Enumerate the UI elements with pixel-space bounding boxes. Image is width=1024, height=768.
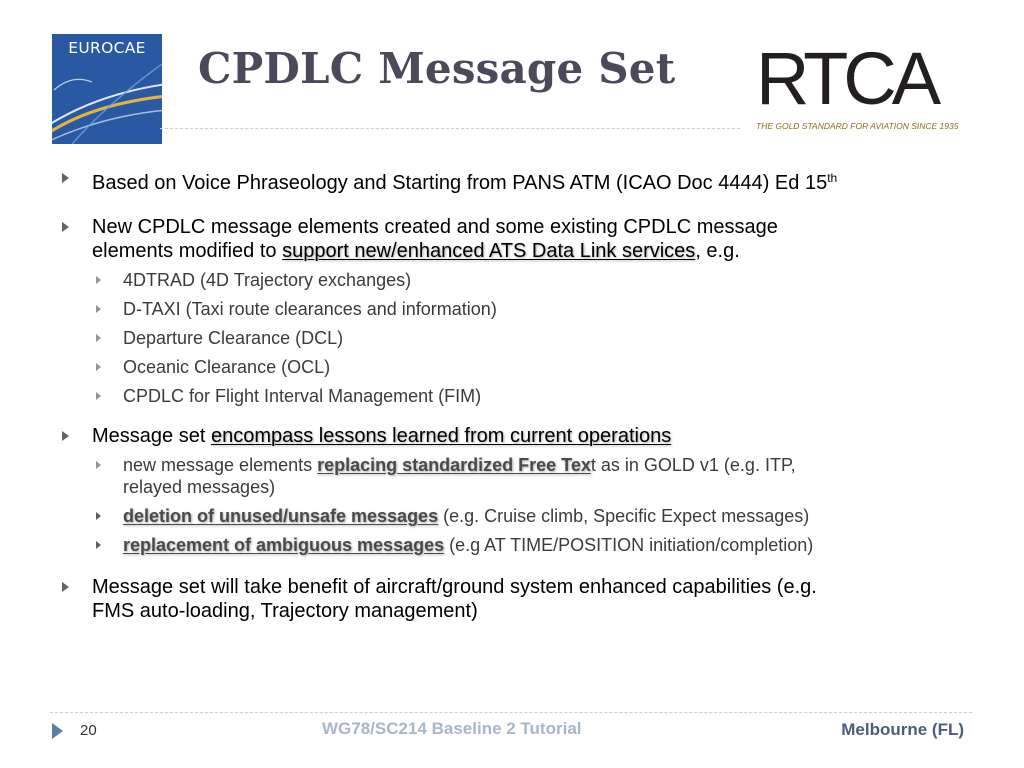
sub-bullet-arrow-icon [96, 541, 101, 549]
bullet-text: , e.g. [695, 240, 740, 262]
rtca-tagline: THE GOLD STANDARD FOR AVIATION SINCE 1935 [756, 121, 959, 131]
eurocae-logo [52, 34, 162, 144]
bullet-new-elements [56, 215, 976, 263]
bullet-line-1: Message set will take benefit of aircraft/ground system enhanced capabilities (e.g. [92, 576, 817, 598]
list-item [56, 298, 976, 327]
list-item [56, 505, 976, 534]
rtca-logo [752, 37, 964, 134]
sub-bullet-arrow-icon [96, 512, 101, 520]
lessons-learned-list [56, 454, 976, 563]
footer-title: WG78/SC214 Baseline 2 Tutorial [322, 719, 582, 738]
sub-bullet-arrow-icon [96, 334, 101, 342]
list-item [56, 269, 976, 298]
bullet-arrow-icon [62, 431, 69, 441]
bullet-line-2: FMS auto-loading, Trajectory management) [92, 600, 478, 622]
page-number: 20 [80, 722, 97, 739]
bullet-line-2 [92, 239, 976, 263]
sub-bullet-arrow-icon [96, 461, 101, 469]
list-item-label: D-TAXI (Taxi route clearances and information) [123, 299, 497, 319]
list-item-text: new message elements [123, 455, 318, 475]
bullet-voice-phraseology [56, 166, 976, 195]
sub-bullet-arrow-icon [96, 276, 101, 284]
rtca-logo-text: RTCA [756, 37, 937, 120]
list-item [56, 327, 976, 356]
bullet-text: elements modified to [92, 240, 283, 262]
bullet-line-1: New CPDLC message elements created and some existing CPDLC message [92, 216, 778, 238]
data-link-services-list [56, 269, 976, 414]
highlighted-text: replacement of ambiguous messages [123, 535, 445, 555]
sub-bullet-arrow-icon [96, 392, 101, 400]
eurocae-swoosh-graphic [52, 34, 162, 144]
highlighted-text: support new/enhanced ATS Data Link services [282, 240, 696, 262]
sub-bullet-arrow-icon [96, 363, 101, 371]
list-item [56, 385, 976, 414]
footer-location: Melbourne (FL) [841, 720, 964, 739]
list-item-text: relayed messages) [123, 477, 276, 497]
list-item-label: 4DTRAD (4D Trajectory exchanges) [123, 270, 412, 290]
header-divider [160, 128, 740, 129]
bullet-arrow-icon [62, 222, 69, 232]
slide-title: CPDLC Message Set [198, 44, 676, 93]
bullet-text: Message set [92, 425, 211, 447]
footer-divider [50, 712, 972, 713]
list-item-text: (e.g. Cruise climb, Specific Expect messages) [438, 506, 810, 526]
list-item [56, 454, 976, 498]
list-item-label: Departure Clearance (DCL) [123, 328, 344, 348]
list-item-label: Oceanic Clearance (OCL) [123, 357, 331, 377]
list-item-text: t as in GOLD v1 (e.g. ITP, [590, 455, 796, 475]
list-item [56, 534, 976, 563]
list-item [56, 356, 976, 385]
bullet-arrow-icon [62, 582, 69, 592]
bullet-lessons-learned [56, 424, 976, 448]
highlighted-text: encompass lessons learned from current operations [210, 425, 672, 447]
highlighted-text: deletion of unused/unsafe messages [123, 506, 439, 526]
superscript-text: th [827, 171, 838, 185]
eurocae-logo-text: EUROCAE [68, 39, 146, 57]
list-item-label: CPDLC for Flight Interval Management (FIM) [123, 386, 482, 406]
footer-arrow-icon [52, 723, 63, 739]
sub-bullet-arrow-icon [96, 305, 101, 313]
slide-content [56, 160, 976, 623]
list-item-text: (e.g AT TIME/POSITION initiation/completion) [444, 535, 814, 555]
bullet-text: Based on Voice Phraseology and Starting from PANS ATM (ICAO Doc 4444) Ed 15 [92, 172, 828, 194]
highlighted-text: replacing standardized Free Tex [317, 455, 591, 475]
bullet-enhanced-capabilities [56, 575, 976, 623]
bullet-arrow-icon [62, 173, 69, 183]
